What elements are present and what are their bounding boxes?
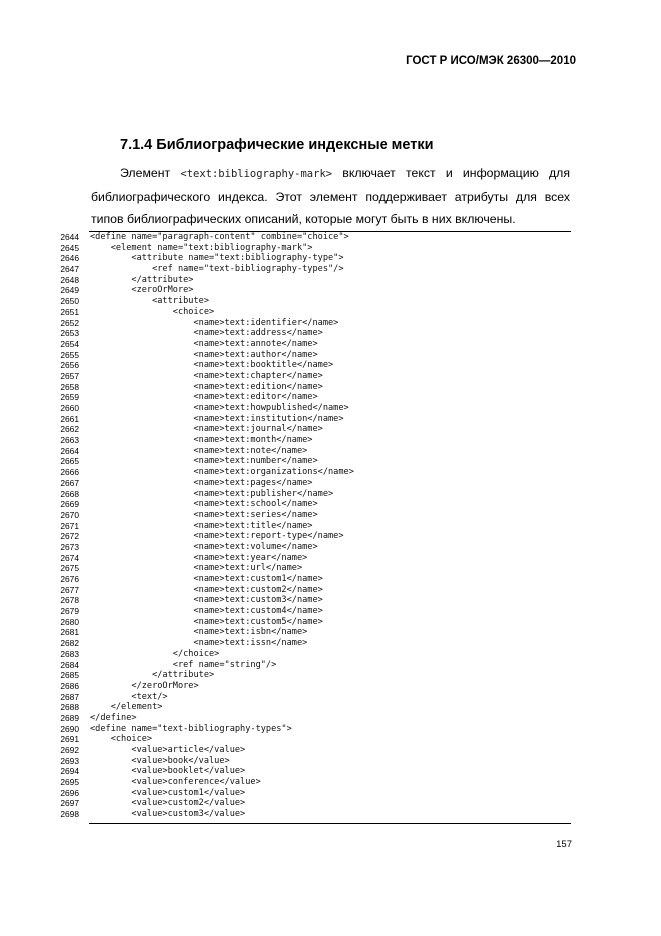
code-text: <value>custom1</value> (90, 787, 246, 798)
line-number: 2666 (60, 467, 79, 478)
code-text: </choice> (90, 648, 220, 659)
code-text: </zeroOrMore> (90, 680, 199, 691)
code-line (0, 788, 661, 799)
line-number: 2670 (60, 509, 79, 520)
code-text: <name>text:booktitle</name> (90, 360, 334, 371)
code-line (0, 489, 661, 500)
line-number: 2654 (60, 338, 79, 349)
code-line (0, 798, 661, 809)
code-bottom-rule (89, 823, 571, 824)
code-line (0, 521, 661, 532)
code-text: <zeroOrMore> (90, 285, 194, 296)
code-text: <define name="paragraph-content" combine="choice"> (90, 232, 349, 242)
code-line (0, 563, 661, 574)
intro-paragraph (91, 162, 570, 231)
code-line (0, 670, 661, 681)
code-line (0, 777, 661, 788)
code-line (0, 649, 661, 660)
code-line (0, 585, 661, 596)
line-number: 2694 (60, 766, 79, 777)
code-text: <name>text:issn</name> (90, 638, 308, 649)
code-line (0, 275, 661, 286)
code-line (0, 692, 661, 703)
code-text: <name>text:custom1</name> (90, 574, 323, 584)
code-text: <define name="text-bibliography-types"> (90, 723, 292, 734)
line-number: 2648 (60, 274, 79, 285)
code-line (0, 382, 661, 393)
code-line (0, 424, 661, 435)
code-text: <choice> (90, 306, 215, 317)
code-line (0, 264, 661, 275)
code-line (0, 713, 661, 724)
code-text: </element> (90, 702, 163, 713)
code-text: <name>text:institution</name> (90, 413, 344, 424)
code-text: </attribute> (90, 670, 215, 681)
paragraph-text-end: включает текст и информацию для библиографического индекса. Этот элемент поддерживает атрибуты для всех типов библиографических описаний, которые могут быть в них включены. (91, 166, 571, 226)
code-line (0, 702, 661, 713)
code-text: <text/> (90, 691, 168, 702)
line-number: 2690 (60, 723, 79, 734)
code-text: <name>text:custom2</name> (90, 584, 323, 595)
line-number: 2679 (60, 606, 79, 617)
line-number: 2676 (60, 574, 79, 584)
document-header: ГОСТ Р ИСО/МЭК 26300—2010 (406, 55, 576, 67)
code-line (0, 627, 661, 638)
code-line (0, 392, 661, 403)
code-text: <name>text:pages</name> (90, 477, 313, 488)
line-number: 2691 (60, 734, 79, 745)
line-number: 2662 (60, 424, 79, 435)
code-text: <name>text:howpublished</name> (90, 403, 349, 413)
section-heading: 7.1.4 Библиографические индексные метки (120, 137, 434, 153)
line-number: 2687 (60, 691, 79, 702)
line-number: 2659 (60, 392, 79, 403)
code-line (0, 446, 661, 457)
line-number: 2669 (60, 499, 79, 510)
line-number: 2675 (60, 563, 79, 574)
code-line (0, 253, 661, 264)
code-text: <name>text:school</name> (90, 499, 318, 510)
code-line (0, 681, 661, 692)
line-number: 2663 (60, 435, 79, 446)
line-number: 2680 (60, 616, 79, 627)
code-line (0, 435, 661, 446)
page-number: 157 (556, 839, 572, 850)
code-text: <name>text:url</name> (90, 563, 303, 574)
line-number: 2658 (60, 381, 79, 392)
code-text: <name>text:custom5</name> (90, 616, 323, 627)
code-text: <value>booklet</value> (90, 766, 246, 777)
code-line (0, 328, 661, 339)
code-line (0, 243, 661, 254)
line-number: 2652 (60, 317, 79, 328)
code-line (0, 595, 661, 606)
code-text: <name>text:report-type</name> (90, 531, 344, 542)
code-text: <value>custom2</value> (90, 798, 246, 809)
line-number: 2695 (60, 777, 79, 788)
code-line (0, 809, 661, 820)
code-line (0, 574, 661, 585)
code-line (0, 307, 661, 318)
code-text: <name>text:annote</name> (90, 338, 318, 349)
code-line (0, 542, 661, 553)
paragraph-text-start: Элемент (120, 166, 181, 180)
line-number: 2665 (60, 456, 79, 467)
code-line (0, 285, 661, 296)
code-text: <value>book</value> (90, 755, 230, 766)
line-number: 2698 (60, 809, 79, 820)
code-line (0, 734, 661, 745)
line-number: 2649 (60, 285, 79, 296)
line-number: 2672 (60, 531, 79, 542)
code-line (0, 403, 661, 414)
line-number: 2677 (60, 584, 79, 595)
line-number: 2651 (60, 306, 79, 317)
code-text: <name>text:author</name> (90, 349, 318, 360)
code-line (0, 456, 661, 467)
code-line (0, 232, 661, 243)
line-number: 2678 (60, 595, 79, 606)
paragraph-inline-code: <text:bibliography-mark> (180, 168, 333, 180)
code-text: <value>custom3</value> (90, 809, 246, 820)
code-text: <name>text:chapter</name> (90, 370, 323, 381)
code-line (0, 638, 661, 649)
code-text: <attribute name="text:bibliography-type"> (90, 253, 344, 264)
line-number: 2684 (60, 659, 79, 670)
code-text: <name>text:publisher</name> (90, 488, 334, 499)
line-number: 2650 (60, 296, 79, 307)
code-text: <ref name="text-bibliography-types"/> (90, 264, 344, 275)
code-text: <name>text:edition</name> (90, 381, 323, 392)
line-number: 2686 (60, 680, 79, 691)
line-number: 2692 (60, 745, 79, 755)
line-number: 2683 (60, 648, 79, 659)
code-text: <name>text:title</name> (90, 520, 313, 531)
code-text: <name>text:editor</name> (90, 392, 318, 403)
line-number: 2689 (60, 712, 79, 723)
code-line (0, 531, 661, 542)
line-number: 2647 (60, 264, 79, 275)
line-number: 2668 (60, 488, 79, 499)
line-number: 2682 (60, 638, 79, 649)
code-line (0, 766, 661, 777)
code-line (0, 350, 661, 361)
code-listing (0, 232, 661, 820)
code-line (0, 414, 661, 425)
line-number: 2696 (60, 787, 79, 798)
line-number: 2688 (60, 702, 79, 713)
line-number: 2646 (60, 253, 79, 264)
code-text: <name>text:isbn</name> (90, 627, 308, 638)
line-number: 2697 (60, 798, 79, 809)
line-number: 2673 (60, 541, 79, 552)
code-text: <element name="text:bibliography-mark"> (90, 242, 313, 253)
line-number: 2685 (60, 670, 79, 681)
code-text: <attribute> (90, 296, 209, 307)
line-number: 2681 (60, 627, 79, 638)
code-line (0, 510, 661, 521)
code-text: <name>text:custom3</name> (90, 595, 323, 606)
line-number: 2674 (60, 552, 79, 563)
code-line (0, 660, 661, 671)
code-line (0, 745, 661, 756)
code-text: <ref name="string"/> (90, 659, 277, 670)
code-line (0, 339, 661, 350)
code-text: <name>text:organizations</name> (90, 467, 354, 478)
code-line (0, 360, 661, 371)
line-number: 2667 (60, 477, 79, 488)
code-text: <name>text:series</name> (90, 509, 318, 520)
code-line (0, 756, 661, 767)
line-number: 2693 (60, 755, 79, 766)
code-text: <name>text:volume</name> (90, 541, 318, 552)
line-number: 2656 (60, 360, 79, 371)
code-line (0, 371, 661, 382)
code-line (0, 318, 661, 329)
code-line (0, 478, 661, 489)
line-number: 2661 (60, 413, 79, 424)
code-text: <name>text:identifier</name> (90, 317, 339, 328)
code-text: <name>text:month</name> (90, 435, 313, 446)
line-number: 2657 (60, 370, 79, 381)
line-number: 2671 (60, 520, 79, 531)
code-line (0, 617, 661, 628)
code-text: </define> (90, 712, 137, 723)
code-text: <value>conference</value> (90, 777, 261, 788)
line-number: 2664 (60, 445, 79, 456)
code-text: </attribute> (90, 274, 194, 285)
code-text: <choice> (90, 734, 153, 745)
code-text: <name>text:custom4</name> (90, 606, 323, 617)
line-number: 2653 (60, 328, 79, 339)
code-line (0, 296, 661, 307)
line-number: 2645 (60, 242, 79, 253)
code-text: <name>text:number</name> (90, 456, 318, 467)
code-text: <name>text:journal</name> (90, 424, 323, 435)
code-text: <name>text:year</name> (90, 552, 308, 563)
code-line (0, 499, 661, 510)
code-line (0, 467, 661, 478)
line-number: 2644 (60, 232, 79, 242)
code-line (0, 553, 661, 564)
code-text: <name>text:note</name> (90, 445, 308, 456)
line-number: 2655 (60, 349, 79, 360)
code-text: <value>article</value> (90, 745, 246, 755)
code-text: <name>text:address</name> (90, 328, 323, 339)
line-number: 2660 (60, 403, 79, 413)
code-line (0, 724, 661, 735)
code-line (0, 606, 661, 617)
